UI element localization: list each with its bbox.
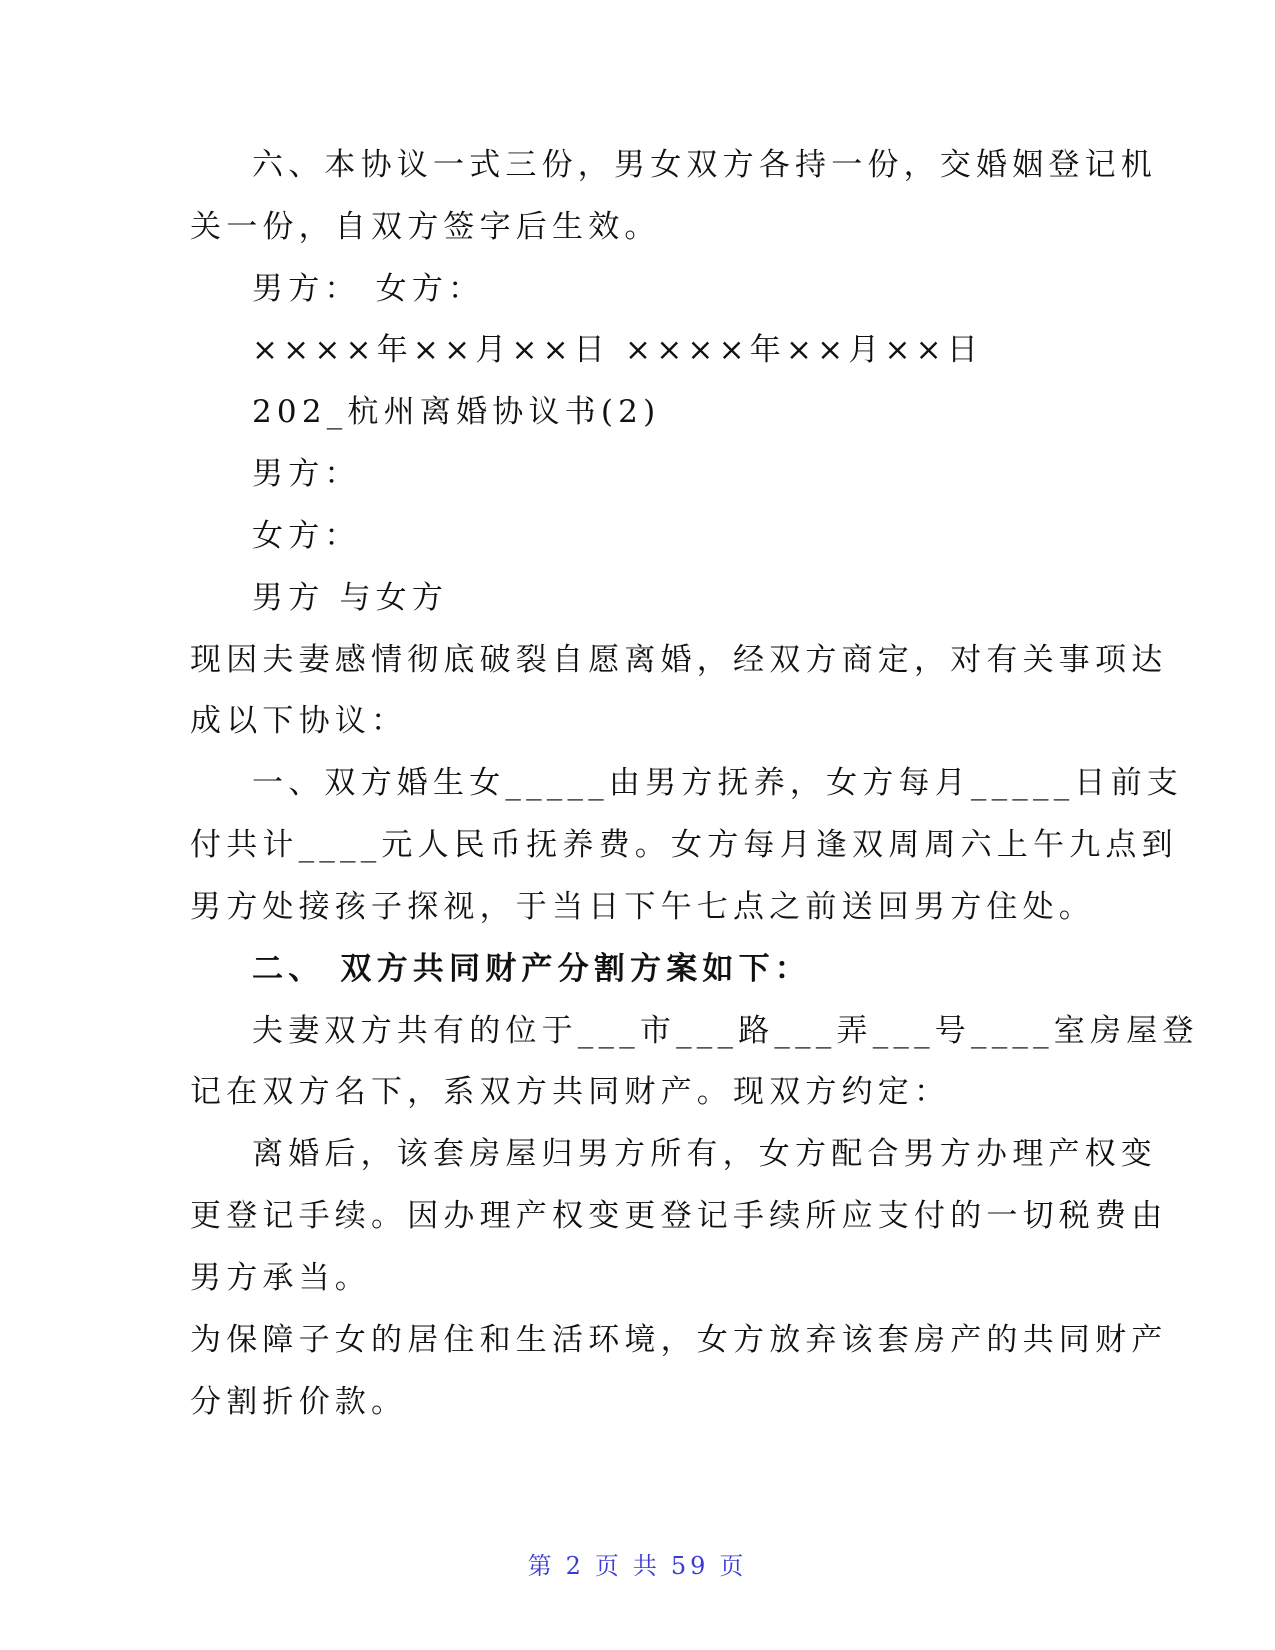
footer-label-di: 第 <box>527 1552 556 1580</box>
paragraph-line: 分割折价款。 <box>190 1384 408 1420</box>
page-total: 59 <box>670 1552 710 1580</box>
signature-labels: 男方： 女方： <box>252 271 485 307</box>
paragraph-line: 离婚后，该套房屋归男方所有，女方配合男方办理产权变 <box>252 1136 1157 1172</box>
footer-label-ye: 页 <box>594 1552 623 1580</box>
section-heading: 二、 双方共同财产分割方案如下： <box>252 951 811 987</box>
parties-line: 男方 与女方 <box>252 580 449 616</box>
male-party-label: 男方： <box>252 456 361 492</box>
paragraph-line: 记在双方名下，系双方共同财产。现双方约定： <box>190 1074 951 1110</box>
signature-dates: ××××年××月××日 ××××年××月××日 <box>252 332 984 368</box>
paragraph-line: 夫妻双方共有的位于___市___路___弄___号____室房屋登 <box>252 1013 1199 1049</box>
paragraph-line: 为保障子女的居住和生活环境，女方放弃该套房产的共同财产 <box>190 1322 1168 1358</box>
paragraph-line: 六、本协议一式三份，男女双方各持一份，交婚姻登记机 <box>252 147 1157 183</box>
paragraph-line: 付共计____元人民币抚养费。女方每月逢双周周六上午九点到 <box>190 827 1178 863</box>
paragraph-line: 男方承当。 <box>190 1260 371 1296</box>
section-title: 202_杭州离婚协议书(2) <box>252 394 661 430</box>
page-footer <box>0 1546 1275 1581</box>
paragraph-line: 成以下协议： <box>190 703 408 739</box>
paragraph-line: 男方处接孩子探视，于当日下午七点之前送回男方住处。 <box>190 889 1095 925</box>
paragraph-line: 现因夫妻感情彻底破裂自愿离婚，经双方商定，对有关事项达 <box>190 642 1168 678</box>
footer-label-gong: 共 <box>632 1552 661 1580</box>
page-current: 2 <box>565 1552 585 1580</box>
paragraph-line: 更登记手续。因办理产权变更登记手续所应支付的一切税费由 <box>190 1198 1168 1234</box>
paragraph-line: 关一份，自双方签字后生效。 <box>190 209 661 245</box>
paragraph-line: 一、双方婚生女_____由男方抚养，女方每月_____日前支 <box>252 765 1183 801</box>
female-party-label: 女方： <box>252 518 361 554</box>
footer-label-ye2: 页 <box>719 1552 748 1580</box>
